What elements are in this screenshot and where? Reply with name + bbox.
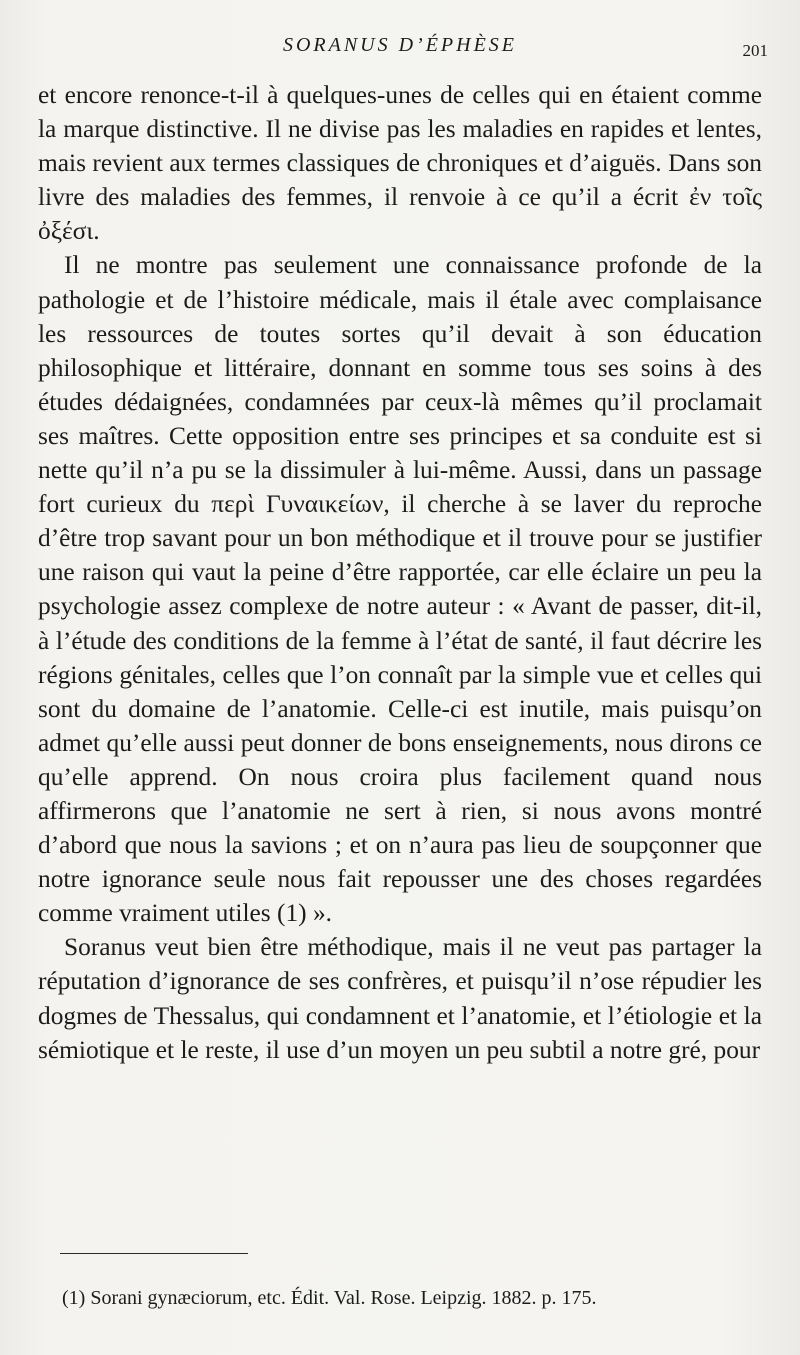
footnote: (1) Sorani gynæciorum, etc. Édit. Val. Rose. Leipzig. 1882. p. 175. bbox=[62, 1287, 597, 1309]
running-title: SORANUS D’ÉPHÈSE bbox=[282, 34, 518, 56]
body-text bbox=[38, 78, 762, 1067]
page-number: 201 bbox=[742, 41, 768, 60]
paragraph-1: et encore renonce-t-il à quelques-unes de celles qui en étaient comme la marque distinctive. Il ne divise pas les maladies en rapides et lentes, mais revient aux termes classiques de chroniques et d’aiguës. Dans son livre des maladies des femmes, il renvoie à ce qu’il a écrit ἐν τοῖς ὀξέσι. bbox=[38, 81, 762, 246]
running-head bbox=[0, 34, 800, 64]
footnote-divider bbox=[60, 1253, 248, 1254]
paragraph-3: Soranus veut bien être méthodique, mais il ne veut pas partager la réputation d’ignorance de ses confrères, et puisqu’il n’ose répudier les dogmes de Thessalus, qui condamnent et l’anatomie, et l’étiologie et la sémiotique et le reste, il use d’un moyen un peu subtil a notre gré, pour bbox=[38, 933, 762, 1064]
paragraph-2: Il ne montre pas seulement une connaissance profonde de la pathologie et de l’histoire médicale, mais il étale avec complaisance les ressources de toutes sortes qu’il devait à son éducation philosophique et littéraire, donnant en somme tous ses soins à des études dédaignées, condamnées par ceux-là mêmes qu’il proclamait ses maîtres. Cette opposition entre ses principes et sa conduite est si nette qu’il n’a pu se la dissimuler à lui-même. Aussi, dans un passage fort curieux du περὶ Γυναικείων, il cherche à se laver du reproche d’être trop savant pour un bon méthodique et il trouve pour se justifier une raison qui vaut la peine d’être rapportée, car elle éclaire un peu la psychologie assez complexe de notre auteur : « Avant de passer, dit-il, à l’étude des conditions de la femme à l’état de santé, il faut décrire les régions génitales, celles que l’on connaît par la simple vue et celles qui sont du domaine de l’anatomie. Celle-ci est inutile, mais puisqu’on admet qu’elle aussi peut donner de bons enseignements, nous dirons ce qu’elle apprend. On nous croira plus facilement quand nous affirmerons que l’anatomie ne sert à rien, si nous avons montré d’abord que nous la savions ; et on n’aura pas lieu de soupçonner que notre ignorance seule nous fait repousser une des choses regardées comme vraiment utiles (1) ». bbox=[38, 251, 762, 928]
